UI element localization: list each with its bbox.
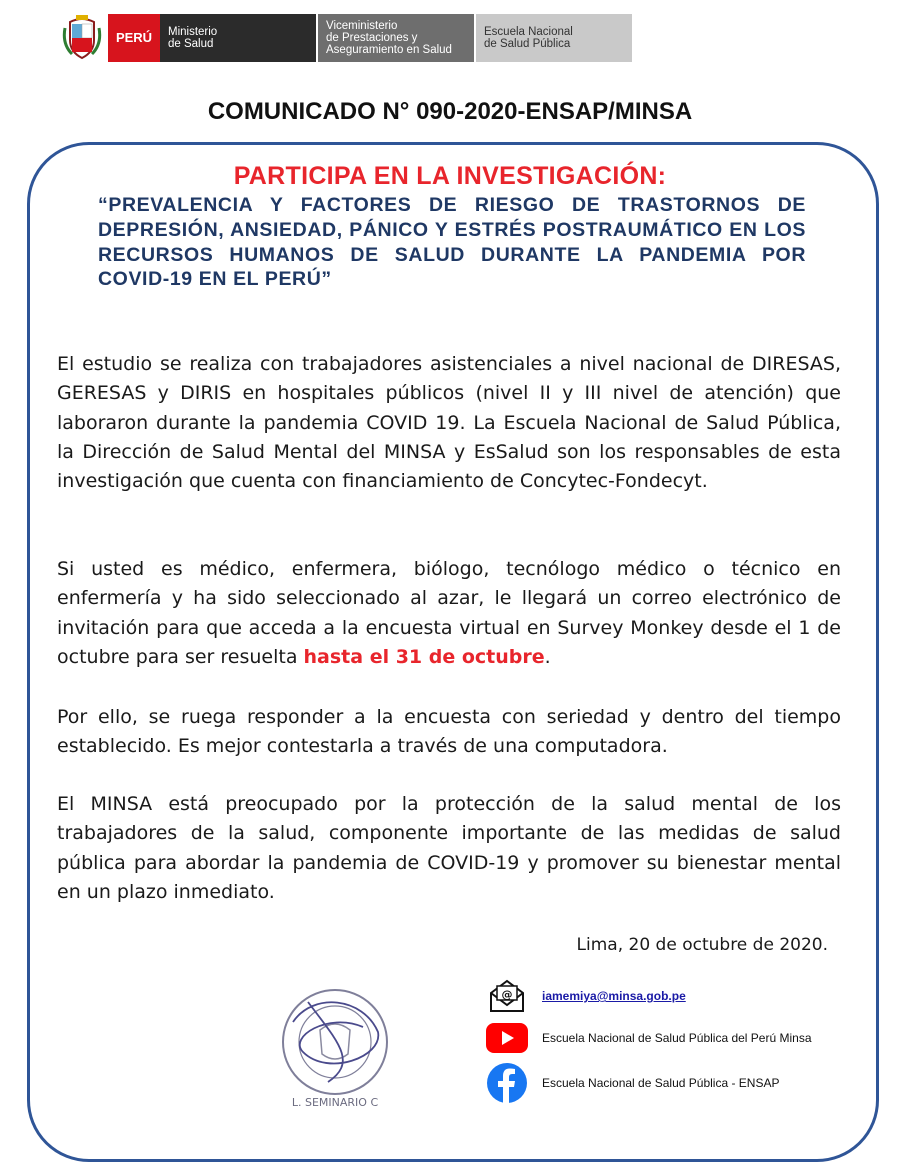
- paragraph-invitation-end: .: [544, 645, 551, 668]
- page-title: COMUNICADO N° 090-2020-ENSAP/MINSA: [207, 98, 693, 125]
- paragraph-invitation: [57, 555, 841, 672]
- contact-youtube[interactable]: [486, 1017, 812, 1059]
- ministerio-line-2: de Salud: [168, 38, 214, 50]
- viceministerio-label: [318, 14, 474, 62]
- participa-heading: PARTICIPA EN LA INVESTIGACIÓN:: [233, 162, 667, 190]
- date-line: Lima, 20 de octubre de 2020.: [576, 935, 828, 955]
- paragraph-minsa: El MINSA está preocupado por la protección de la salud mental de los trabajadores de la salud, componente importante de las medidas de salud pública para abordar la pandemia de COVID-19 y promover su bienestar mental en un plazo inmediato.: [57, 793, 841, 903]
- email-link[interactable]: iamemiya@minsa.gob.pe: [542, 989, 686, 1003]
- svg-text:@: @: [501, 988, 513, 1001]
- vice-line-2: de Prestaciones y: [326, 32, 418, 44]
- youtube-channel-label[interactable]: Escuela Nacional de Salud Pública del Perú Minsa: [542, 1031, 812, 1045]
- vice-line-3: Aseguramiento en Salud: [326, 44, 452, 56]
- facebook-page-label[interactable]: Escuela Nacional de Salud Pública - ENSAP: [542, 1076, 780, 1090]
- envelope-at-icon: [486, 975, 528, 1017]
- paragraph-invitation-text: Si usted es médico, enfermera, biólogo, tecnólogo médico o técnico en enfermería y ha sido seleccionado al azar, le llegará un correo electrónico de invitación para que acceda a la encuesta virtual en Survey Monkey desde el 1 de octubre para ser resuelta: [57, 558, 841, 668]
- seal-signature-name: L. SEMINARIO C: [291, 1096, 379, 1109]
- vice-line-1: Viceministerio: [326, 20, 398, 32]
- escuela-label: [476, 14, 632, 62]
- facebook-icon: [486, 1062, 528, 1104]
- escuela-line-2: de Salud Pública: [484, 38, 571, 50]
- ministerio-label: [160, 14, 316, 62]
- header-logos: [62, 14, 632, 62]
- peru-coat-of-arms-icon: [62, 14, 102, 60]
- paragraph-request: Por ello, se ruega responder a la encuesta con seriedad y dentro del tiempo establecido. Es mejor contestarla a través de una computadora.: [57, 706, 841, 758]
- peru-label: PERÚ: [108, 14, 160, 62]
- deadline-highlight: hasta el 31 de octubre: [303, 645, 545, 668]
- ministerio-line-1: Ministerio: [168, 26, 218, 38]
- study-title: “PREVALENCIA Y FACTORES DE RIESGO DE TRASTORNOS DE DEPRESIÓN, ANSIEDAD, PÁNICO Y ESTRÉS POSTRAUMÁTICO EN LOS RECURSOS HUMANOS DE SALUD DURANTE LA PANDEMIA POR COVID-19 EN EL PERÚ”: [98, 194, 806, 291]
- youtube-icon: [486, 1017, 528, 1059]
- paragraph-study: El estudio se realiza con trabajadores asistenciales a nivel nacional de DIRESAS, GERESAS y DIRIS en hospitales públicos (nivel II y III nivel de atención) que laboraron durante la pandemia COVID 19. La Escuela Nacional de Salud Pública, la Dirección de Salud Mental del MINSA y EsSalud son los responsables de esta investigación que cuenta con financiamiento de Concytec-Fondecyt.: [57, 353, 841, 493]
- escuela-line-1: Escuela Nacional: [484, 26, 573, 38]
- contact-facebook[interactable]: [486, 1062, 779, 1104]
- contact-email[interactable]: [486, 975, 686, 1017]
- official-seal-stamp: [268, 982, 402, 1112]
